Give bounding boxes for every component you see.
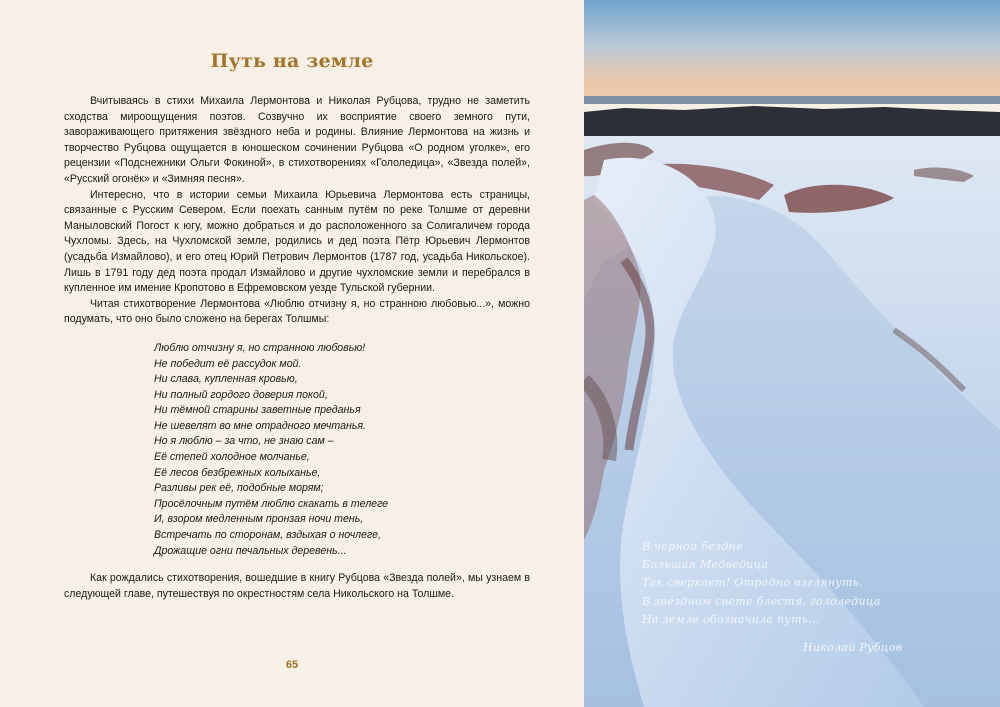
poem-line: Ни тёмной старины заветные преданья: [154, 404, 361, 417]
rubtsov-poem: [642, 538, 942, 629]
poem-line: Встречать по сторонам, вздыхая о ночлеге,: [154, 529, 381, 542]
poem-line: Её степей холодное молчанье,: [154, 451, 310, 464]
poem-line: Люблю отчизну я, но странною любовью!: [154, 341, 366, 354]
poem-line: Просёлочным путём люблю скакать в телеге: [154, 497, 389, 510]
photo-poem-line: В звёздном свете блестя, гололедица: [642, 594, 881, 608]
article-body: [64, 94, 530, 602]
poem-line: Ни слава, купленная кровью,: [154, 373, 298, 386]
poem-line: Не шевелят во мне отрадного мечтанья.: [154, 419, 367, 432]
poem-line: И, взором медленным пронзая ночи тень,: [154, 513, 364, 526]
poem-line: Разливы рек её, подобные морям;: [154, 482, 324, 495]
poem-line: Дрожащие огни печальных деревень...: [154, 544, 347, 557]
photo-poem-line: В черной бездне: [642, 540, 743, 553]
paragraph: Интересно, что в истории семьи Михаила Юрьевича Лермонтова есть страницы, связанные с Русским Севером. Если поехать санным путём по реке Толшме от деревни Маныловский Погост к югу, можно добраться и до расположенного за Солигаличем города Чухломы. Здесь, на Чухломской земле, родились и дед поэта Пётр Юрьевич Лермонтов (усадьба Измайлово), и его отец Юрий Петрович Лермонтов (1787 год, усадьба Никольское). Лишь в 1791 году дед поэта продал Измайлово и другие чухломские земли и перебрался в купленное им имение Кропотово в Ефремовском уезде Тульской губернии.: [64, 188, 530, 295]
paragraph: Вчитываясь в стихи Михаила Лермонтова и Николая Рубцова, трудно не заметить сходства мироощущения поэтов. Созвучно их восприятие своего земного пути, завораживающего притяжения звёздного неба и родины. Влияние Лермонтова на жизнь и творчество Рубцова ощущается в юношеском сочинении Рубцова «О родном уголке», его рецензии «Подснежники Ольги Фокиной», в стихотворениях «Гололедица», «Звезда полей», «Русский огонёк» и «Зимняя песня».: [64, 95, 530, 185]
poem-line: Но я люблю – за что, не знаю сам –: [154, 435, 334, 448]
lermontov-poem: [154, 341, 530, 559]
poem-line: Ни полный гордого доверия покой,: [154, 388, 328, 401]
page-title: Путь на земле: [210, 50, 374, 72]
poem-line: Не победит её рассудок мой.: [154, 357, 302, 370]
photo-poem-line: Большая Медведица: [642, 558, 769, 572]
poem-line: Её лесов безбрежных колыханье,: [154, 466, 321, 479]
photo-poem-line: На земле обозначила путь...: [642, 612, 820, 626]
photo-poem-line: Так сверкает! Отрадно взглянуть.: [642, 576, 863, 590]
closing-paragraph: Как рождались стихотворения, вошедшие в книгу Рубцова «Звезда полей», мы узнаем в следующей главе, путешествуя по окрестностям села Никольского на Толшме.: [64, 572, 530, 600]
paragraph: Читая стихотворение Лермонтова «Люблю отчизну я, но странною любовью...», можно подумать, что оно было сложено на берегах Толшмы:: [64, 297, 530, 326]
poem-author: Николай Рубцов: [803, 641, 903, 654]
page-number: 65: [285, 659, 299, 671]
